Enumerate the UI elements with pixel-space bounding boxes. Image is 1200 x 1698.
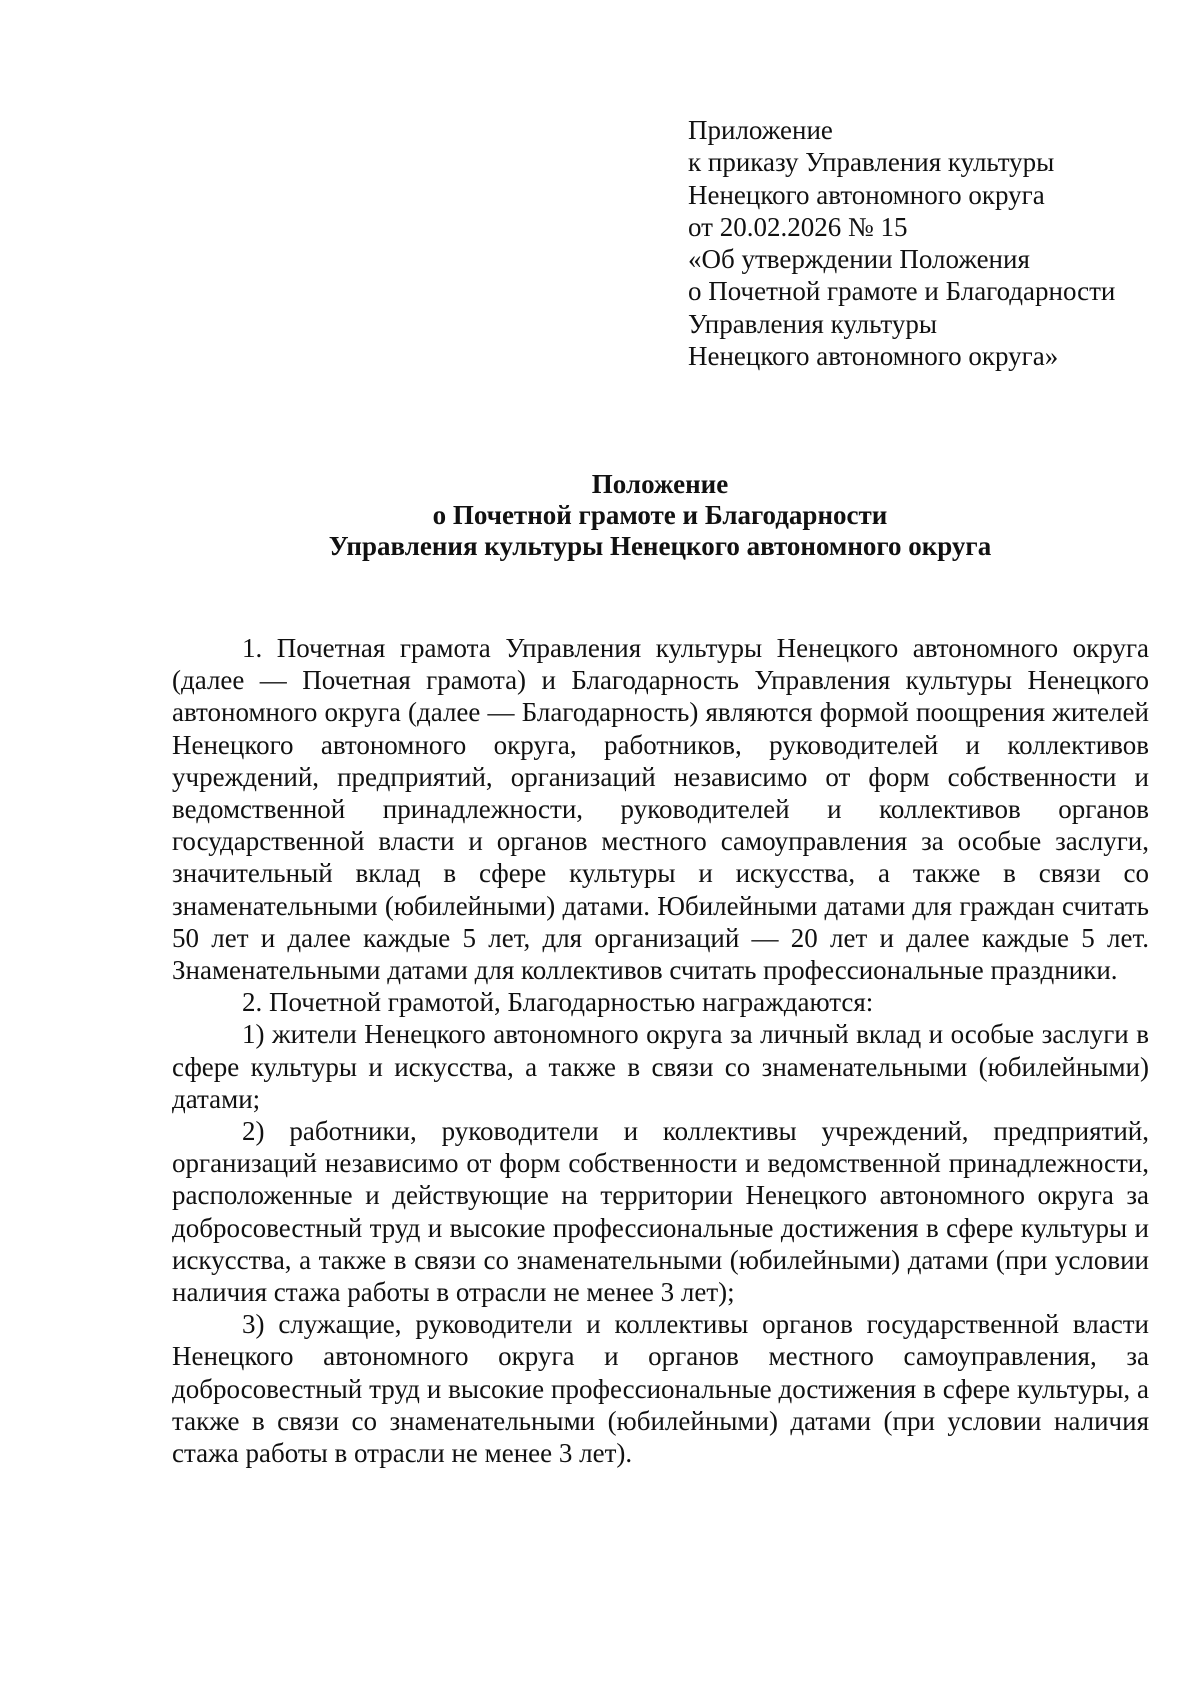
- paragraph-1: 1. Почетная грамота Управления культуры Ненецкого автономного округа (далее — Почетная грамота) и Благодарность Управления культуры Ненецкого автономного округа (далее — Благодарность) являются формой поощрения жителей Ненецкого автономного округа, работников, руководителей и коллективов учреждений, предприятий, организаций независимо от форм собственности и ведомственной принадлежности, руководителей и коллективов органов государственной власти и органов местного самоуправления за особые заслуги, значительный вклад в сфере культуры и искусства, а также в связи со знаменательными (юбилейными) датами. Юбилейными датами для граждан считать 50 лет и далее каждые 5 лет, для организаций — 20 лет и далее каждые 5 лет. Знаменательными датами для коллективов считать профессиональные праздники.: [172, 633, 1149, 986]
- title-line: Управления культуры Ненецкого автономного округа: [328, 531, 992, 561]
- subparagraph-2: 2) работники, руководители и коллективы учреждений, предприятий, организаций независимо от форм собственности и ведомственной принадлежности, расположенные и действующие на территории Ненецкого автономного округа за добросовестный труд и высокие профессиональные достижения в сфере культуры и искусства, а также в связи со знаменательными (юбилейными) датами (при условии наличия стажа работы в отрасли не менее 3 лет);: [172, 1116, 1149, 1308]
- appendix-line: Ненецкого автономного округа: [688, 179, 1045, 210]
- appendix-line: Ненецкого автономного округа»: [688, 341, 1059, 372]
- appendix-line: о Почетной грамоте и Благодарности: [688, 276, 1116, 307]
- document-body: [172, 632, 1149, 1469]
- title-line: Положение: [591, 469, 729, 499]
- appendix-line: к приказу Управления культуры: [688, 147, 1055, 178]
- subparagraph-3: 3) служащие, руководители и коллективы органов государственной власти Ненецкого автономного округа и органов местного самоуправления, за добросовестный труд и высокие профессиональные достижения в сфере культуры, а также в связи со знаменательными (юбилейными) датами (при условии наличия стажа работы в отрасли не менее 3 лет).: [172, 1309, 1149, 1469]
- document-title: [170, 469, 1150, 562]
- appendix-line: «Об утверждении Положения: [688, 244, 1030, 275]
- appendix-line: Управления культуры: [688, 308, 937, 339]
- appendix-line: Приложение: [688, 115, 833, 145]
- appendix-line: от 20.02.2026 № 15: [688, 211, 908, 242]
- title-line: о Почетной грамоте и Благодарности: [432, 500, 888, 530]
- appendix-block: [688, 114, 1168, 372]
- subparagraph-1: 1) жители Ненецкого автономного округа за личный вклад и особые заслуги в сфере культуры и искусства, а также в связи со знаменательными (юбилейными) датами;: [172, 1019, 1149, 1114]
- paragraph-2: 2. Почетной грамотой, Благодарностью награждаются:: [242, 987, 874, 1018]
